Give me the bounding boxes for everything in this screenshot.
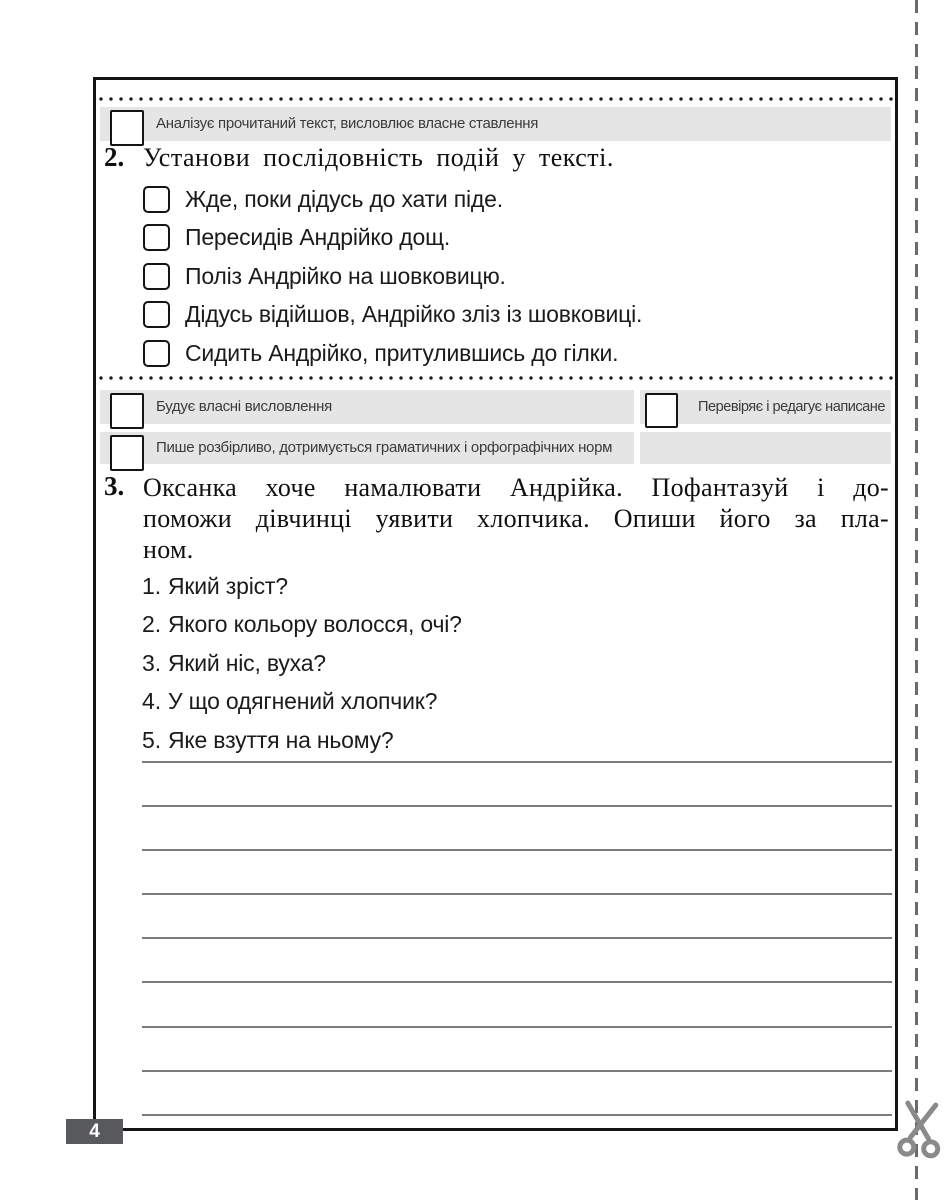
- cut-dashed-line: [915, 0, 918, 1200]
- plan-item: [96, 683, 895, 722]
- task2-title: Установи послідовність подій у тексті.: [143, 143, 614, 172]
- competency-checks-label: Перевіряє і редагує написане: [698, 399, 885, 415]
- competency-writes-label: Пише розбірливо, дотримується граматичних і орфографічних норм: [156, 439, 613, 456]
- writing-line[interactable]: [142, 761, 892, 805]
- sequence-checkbox[interactable]: [143, 186, 170, 213]
- plan-item-number: 1.: [142, 572, 162, 599]
- plan-item-number: 2.: [142, 611, 162, 638]
- task3-text-line: ном.: [143, 535, 194, 564]
- sequence-label: Сидить Андрійко, притулившись до гілки.: [185, 339, 619, 366]
- sequence-item: [96, 257, 895, 296]
- writing-line[interactable]: [142, 893, 892, 937]
- sequence-label: Поліз Андрійко на шовковицю.: [185, 262, 506, 289]
- task2-checklist: [96, 180, 895, 373]
- plan-item-text: Якого кольору волосся, очі?: [168, 611, 462, 638]
- sequence-item: [96, 180, 895, 219]
- writing-line[interactable]: [142, 937, 892, 981]
- writing-lines: [142, 761, 892, 1158]
- competency-checks-checkbox[interactable]: [645, 393, 678, 428]
- task2-number: 2.: [104, 142, 125, 172]
- task3-text: [143, 472, 889, 565]
- plan-item: [96, 644, 895, 683]
- writing-line[interactable]: [142, 805, 892, 849]
- task3-plan-list: [96, 567, 895, 760]
- task3-number: 3.: [104, 471, 125, 501]
- sequence-item: [96, 219, 895, 258]
- writing-line[interactable]: [142, 1026, 892, 1070]
- competency-builds-checkbox[interactable]: [110, 393, 144, 429]
- writing-line[interactable]: [142, 1114, 892, 1158]
- competency-bar-empty: [640, 432, 891, 464]
- competency-bar-checks: [640, 390, 891, 424]
- plan-item: [96, 567, 895, 606]
- writing-line[interactable]: [142, 1070, 892, 1114]
- sequence-item: [96, 334, 895, 373]
- sequence-checkbox[interactable]: [143, 301, 170, 328]
- sequence-label: Дідусь відійшов, Андрійко зліз із шовковиці.: [185, 301, 643, 328]
- task3-text-line: Оксанка хоче намалювати Андрійка. Пофантазуй і до-: [143, 473, 889, 502]
- sequence-checkbox[interactable]: [143, 263, 170, 290]
- plan-item-text: Який зріст?: [168, 572, 288, 599]
- competency-builds-label: Будує власні висловлення: [156, 398, 332, 415]
- writing-line[interactable]: [142, 849, 892, 893]
- sequence-checkbox[interactable]: [143, 224, 170, 251]
- writing-line[interactable]: [142, 981, 892, 1025]
- task3-text-line: поможи дівчинці уявити хлопчика. Опиши його за пла-: [143, 504, 889, 533]
- dotted-separator-top: [96, 97, 895, 101]
- sequence-label: Пересидів Андрійко дощ.: [185, 224, 451, 251]
- plan-item-text: Яке взуття на ньому?: [168, 726, 394, 753]
- plan-item-number: 4.: [142, 688, 162, 715]
- plan-item-number: 5.: [142, 726, 162, 753]
- competency-bar-writes: [100, 432, 634, 464]
- competency-analyze-checkbox[interactable]: [110, 110, 144, 146]
- plan-item-text: У що одягнений хлопчик?: [168, 688, 438, 715]
- task-frame: [93, 77, 898, 1131]
- plan-item: [96, 721, 895, 760]
- sequence-item: [96, 296, 895, 335]
- page-number-badge: [66, 1119, 123, 1144]
- competency-writes-checkbox[interactable]: [110, 435, 144, 471]
- page-number: 4: [89, 1120, 100, 1142]
- sequence-label: Жде, поки дідусь до хати піде.: [185, 185, 503, 212]
- competency-bar-analyze: [100, 107, 891, 141]
- sequence-checkbox[interactable]: [143, 340, 170, 367]
- competency-bar-builds: [100, 390, 634, 424]
- scissors-icon: [894, 1098, 946, 1161]
- plan-item: [96, 606, 895, 645]
- competency-analyze-label: Аналізує прочитаний текст, висловлює власне ставлення: [156, 115, 539, 132]
- dotted-separator-mid: [96, 376, 895, 380]
- plan-item-text: Який ніс, вуха?: [168, 649, 326, 676]
- plan-item-number: 3.: [142, 649, 162, 676]
